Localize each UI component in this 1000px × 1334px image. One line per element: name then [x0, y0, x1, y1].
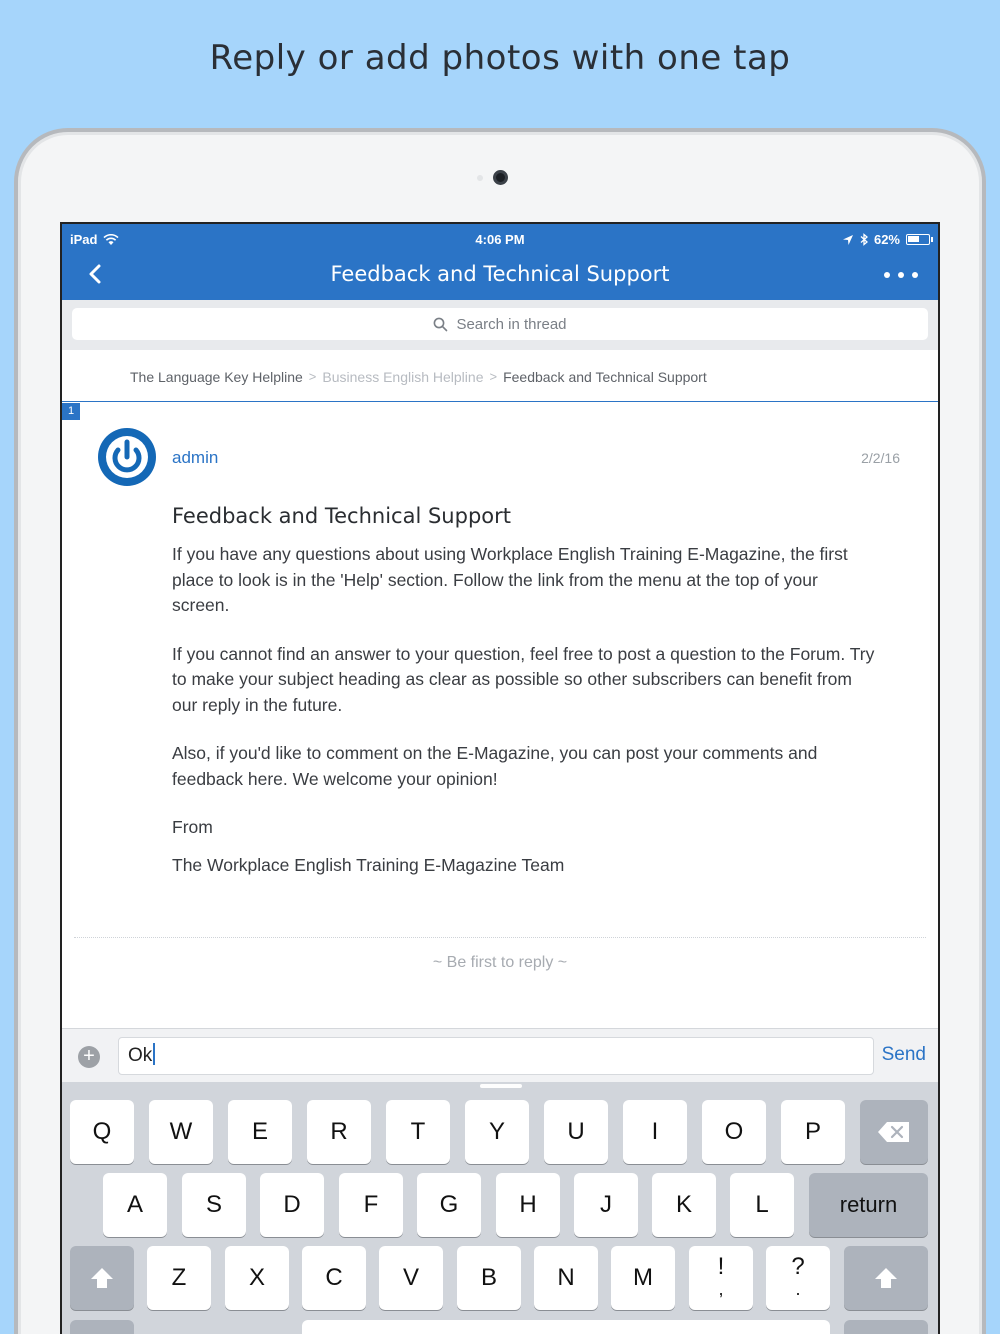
key-n[interactable]: N: [534, 1246, 598, 1310]
key-b[interactable]: B: [457, 1246, 521, 1310]
shift-key-right[interactable]: [844, 1246, 928, 1310]
ellipsis-dot: [898, 272, 904, 278]
key-q[interactable]: Q: [70, 1100, 134, 1164]
key-f[interactable]: F: [339, 1173, 403, 1237]
breadcrumb-item-business[interactable]: Business English Helpline: [322, 368, 484, 385]
reply-bar: [62, 1028, 938, 1082]
search-icon: [433, 317, 448, 332]
plus-circle-icon: +: [83, 1045, 95, 1067]
key-top-char: !: [717, 1253, 725, 1280]
search-bar: [62, 300, 938, 350]
space-key[interactable]: [302, 1320, 830, 1334]
key-g[interactable]: G: [417, 1173, 481, 1237]
key-u[interactable]: U: [544, 1100, 608, 1164]
numbers-key-right[interactable]: [844, 1320, 928, 1334]
reply-text: Ok: [128, 1045, 153, 1066]
avatar[interactable]: [98, 428, 156, 486]
key-o[interactable]: O: [702, 1100, 766, 1164]
post-paragraph: If you cannot find an answer to your question, feel free to post a question to the Forum. Try to make your subject heading as clear as possible so other subscribers can benefit from our reply in the future.: [172, 643, 875, 715]
backspace-icon: [877, 1120, 911, 1144]
chevron-right-icon: >: [489, 369, 498, 384]
chevron-right-icon: >: [308, 369, 317, 384]
breadcrumb: [62, 352, 938, 402]
search-placeholder: Search in thread: [456, 315, 567, 333]
post-signature: The Workplace English Training E-Magazine Team: [172, 854, 565, 875]
top-bar: [62, 224, 938, 300]
battery-icon: [906, 234, 930, 245]
key-t[interactable]: T: [386, 1100, 450, 1164]
sensor-dot: [477, 175, 483, 181]
nav-title: Feedback and Technical Support: [330, 262, 670, 286]
text-caret: [153, 1043, 155, 1065]
key-p[interactable]: P: [781, 1100, 845, 1164]
camera-lens: [493, 170, 508, 185]
key-k[interactable]: K: [652, 1173, 716, 1237]
backspace-key[interactable]: [860, 1100, 928, 1164]
promo-caption: Reply or add photos with one tap: [209, 38, 791, 78]
key-stack: [717, 1253, 725, 1300]
post-title: Feedback and Technical Support: [172, 504, 511, 528]
key-d[interactable]: D: [260, 1173, 324, 1237]
key-question-period[interactable]: [766, 1246, 830, 1310]
return-key[interactable]: return: [809, 1173, 928, 1237]
bluetooth-icon: [860, 233, 868, 246]
key-x[interactable]: X: [225, 1246, 289, 1310]
post-paragraph: If you have any questions about using Workplace English Training E-Magazine, the first place to look is in the 'Help' section. Follow the link from the menu at the top of your screen.: [172, 544, 848, 615]
post-paragraph: Also, if you'd like to comment on the E-Magazine, you can post your comments and feedback here. We welcome your opinion!: [172, 743, 818, 789]
battery-level: [908, 236, 919, 242]
key-bottom-char: .: [795, 1279, 801, 1299]
ellipsis-dot: [912, 272, 918, 278]
post-signoff: From: [172, 817, 213, 837]
more-button[interactable]: [884, 262, 918, 288]
nav-bar: [62, 254, 938, 298]
key-i[interactable]: I: [623, 1100, 687, 1164]
onscreen-keyboard: [62, 1082, 938, 1334]
key-stack: [791, 1253, 805, 1300]
status-bar: [62, 230, 938, 250]
search-input[interactable]: [72, 308, 928, 340]
send-button[interactable]: Send: [881, 1044, 926, 1065]
post-author[interactable]: admin: [172, 448, 219, 467]
post-date: 2/2/16: [861, 450, 900, 466]
key-r[interactable]: R: [307, 1100, 371, 1164]
location-arrow-icon: [842, 234, 854, 246]
app-screen: [60, 222, 940, 1334]
ellipsis-icon: [884, 272, 890, 278]
shift-icon: [873, 1266, 899, 1290]
breadcrumb-item-helpline[interactable]: The Language Key Helpline: [130, 368, 303, 385]
key-bottom-char: ,: [718, 1279, 724, 1299]
breadcrumb-item-current: Feedback and Technical Support: [503, 368, 707, 385]
add-photo-button[interactable]: [78, 1046, 100, 1068]
key-l[interactable]: L: [730, 1173, 794, 1237]
shift-key-left[interactable]: [70, 1246, 134, 1310]
key-y[interactable]: Y: [465, 1100, 529, 1164]
post-body: [172, 542, 877, 901]
key-m[interactable]: M: [611, 1246, 675, 1310]
key-c[interactable]: C: [302, 1246, 366, 1310]
key-s[interactable]: S: [182, 1173, 246, 1237]
key-w[interactable]: W: [149, 1100, 213, 1164]
battery-percent: 62%: [873, 232, 900, 247]
post-number-badge: 1: [62, 403, 80, 420]
device-label: iPad: [70, 232, 98, 247]
status-right: [842, 232, 930, 247]
key-v[interactable]: V: [379, 1246, 443, 1310]
divider: [74, 937, 926, 938]
shift-icon: [89, 1266, 115, 1290]
status-time: 4:06 PM: [475, 232, 525, 247]
key-a[interactable]: A: [103, 1173, 167, 1237]
key-exclaim-comma[interactable]: [689, 1246, 753, 1310]
key-e[interactable]: E: [228, 1100, 292, 1164]
keyboard-handle[interactable]: [480, 1084, 522, 1088]
numbers-key[interactable]: [70, 1320, 134, 1334]
key-z[interactable]: Z: [147, 1246, 211, 1310]
empty-replies-text: ~ Be first to reply ~: [432, 954, 568, 971]
key-h[interactable]: H: [496, 1173, 560, 1237]
key-j[interactable]: J: [574, 1173, 638, 1237]
power-logo-icon: [98, 428, 156, 486]
reply-input[interactable]: [118, 1037, 874, 1075]
key-top-char: ?: [791, 1253, 805, 1280]
